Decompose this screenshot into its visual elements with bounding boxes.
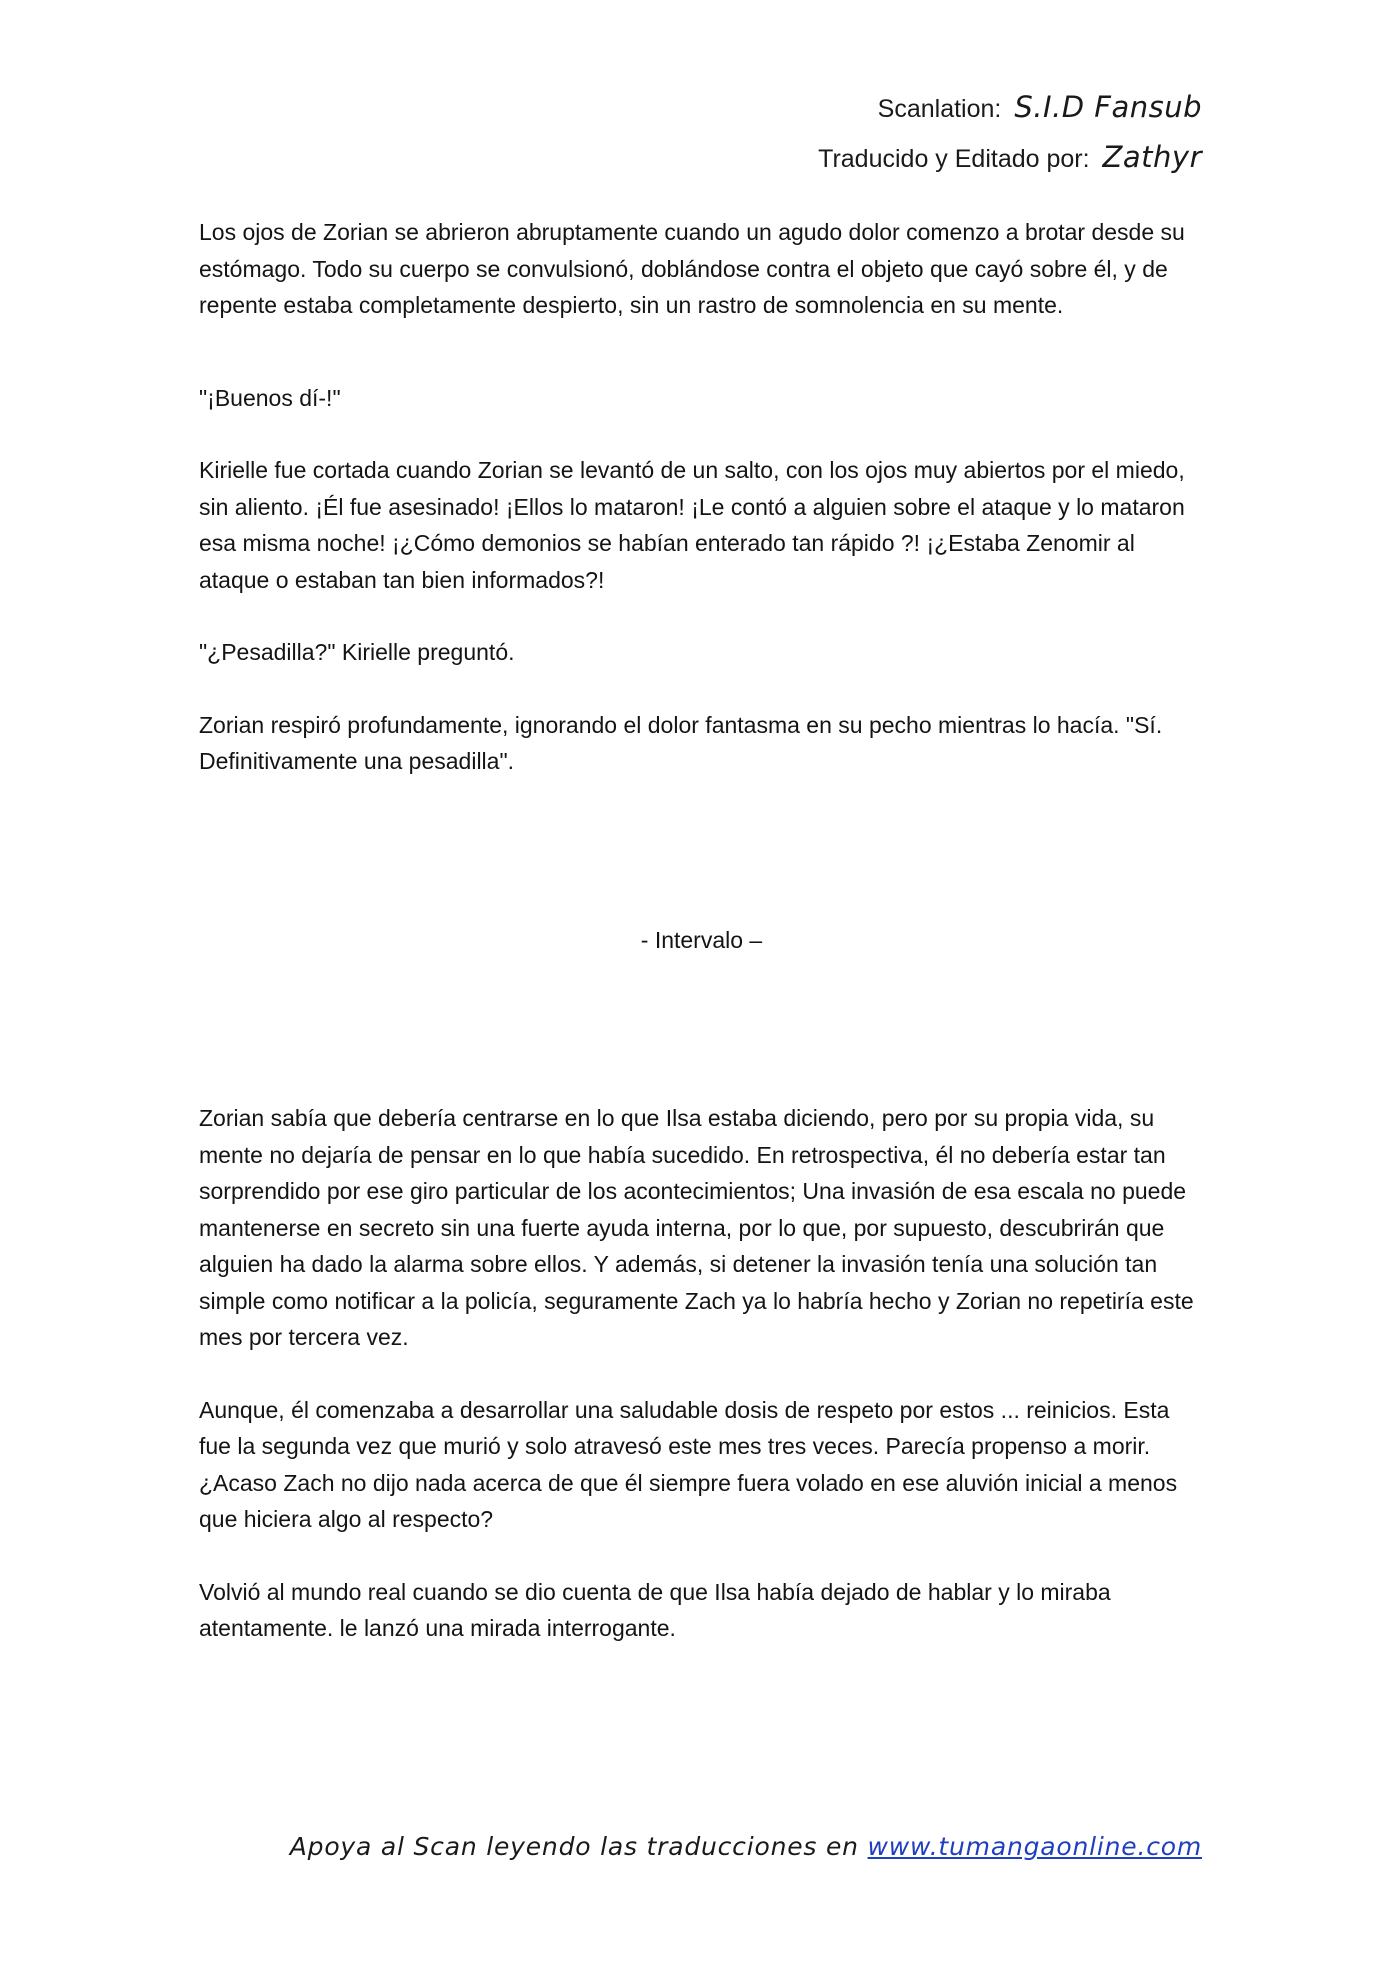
paragraph: Zorian sabía que debería centrarse en lo que Ilsa estaba diciendo, pero por su propia vida, su mente no dejaría de pensar en lo que había sucedido. En retrospectiva, él no debería estar tan sorprendido por ese giro particular de los acontecimientos; Una invasión de esa escala no puede mantenerse en secreto sin una fuerte ayuda interna, por lo que, por supuesto, descubrirán que alguien ha dado la alarma sobre ellos. Y además, si detener la invasión tenía una solución tan simple como notificar a la policía, seguramente Zach ya lo habría hecho y Zorian no repetiría este mes por tercera vez.: [199, 1105, 1194, 1350]
footer-note: [290, 1832, 1202, 1861]
paragraph: Aunque, él comenzaba a desarrollar una saludable dosis de respeto por estos ... reinicios. Esta fue la segunda vez que murió y solo atravesó este mes tres veces. Parecía propenso a morir. ¿Acaso Zach no dijo nada acerca de que él siempre fuera volado en ese aluvión inicial a menos que hiciera algo al respecto?: [199, 1396, 1178, 1532]
story-text: [199, 214, 1204, 1647]
paragraph: Zorian respiró profundamente, ignorando el dolor fantasma en su pecho mientras lo hacía. "Sí. Definitivamente una pesadilla".: [199, 711, 1163, 774]
section-divider: - Intervalo –: [640, 926, 763, 953]
translator-credit: [818, 140, 1202, 174]
paragraph: Volvió al mundo real cuando se dio cuenta de que Ilsa había dejado de hablar y lo miraba atentamente. le lanzó una mirada interrogante.: [199, 1578, 1111, 1641]
scanlation-label: Scanlation:: [877, 95, 1002, 123]
paragraph: "¿Pesadilla?" Kirielle preguntó.: [199, 639, 515, 665]
paragraph: "¡Buenos dí-!": [199, 384, 341, 411]
translator-label: Traducido y Editado por:: [818, 145, 1090, 173]
scanlation-name: S.I.D Fansub: [1014, 90, 1202, 124]
scanlation-credit: [878, 90, 1202, 124]
translator-name: Zathyr: [1102, 140, 1202, 174]
footer-link[interactable]: www.tumangaonline.com: [867, 1832, 1202, 1861]
paragraph: Los ojos de Zorian se abrieron abruptamente cuando un agudo dolor comenzo a brotar desde su estómago. Todo su cuerpo se convulsionó, doblándose contra el objeto que cayó sobre él, y de repente estaba completamente despierto, sin un rastro de somnolencia en su mente.: [199, 219, 1185, 318]
paragraph: Kirielle fue cortada cuando Zorian se levantó de un salto, con los ojos muy abiertos por el miedo, sin aliento. ¡Él fue asesinado! ¡Ellos lo mataron! ¡Le contó a alguien sobre el ataque y lo mataron esa misma noche! ¡¿Cómo demonios se habían enterado tan rápido ?! ¡¿Estaba Zenomir al ataque o estaban tan bien informados?!: [199, 457, 1185, 593]
footer-text: Apoya al Scan leyendo las traducciones en: [289, 1832, 859, 1861]
